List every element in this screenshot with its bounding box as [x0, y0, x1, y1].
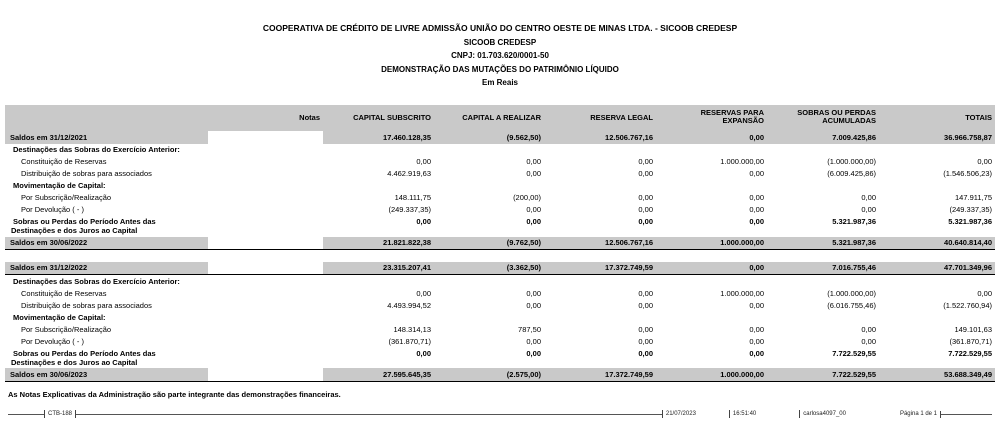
row-label: Saldos em 31/12/2022: [5, 262, 208, 275]
footer-strip: [8, 409, 992, 419]
cell-value: 0,00: [638, 288, 653, 298]
cell-value: 148.314,13: [393, 324, 431, 334]
table-row: [5, 275, 995, 288]
cell-value: (249.337,35): [949, 205, 992, 214]
table-header-row: [5, 105, 995, 131]
footer-line-segment: [8, 414, 44, 415]
cell-value: 0,00: [749, 324, 764, 334]
row-label: Por Subscrição/Realização: [21, 324, 112, 334]
footer-line-segment: [941, 414, 992, 415]
cell-value: 7.722.529,55: [832, 348, 876, 358]
cell-value: (361.870,71): [388, 336, 431, 346]
report-code: CTB-188: [44, 410, 76, 418]
footer-spacer: [699, 414, 729, 415]
table-row: [5, 144, 995, 156]
cell-value: 0,00: [526, 205, 541, 214]
table-row: [5, 347, 995, 368]
cell-value: (3.362,50): [434, 262, 544, 275]
cell-value: (1.546.506,23): [943, 169, 992, 178]
cell-value: 0,00: [526, 300, 541, 310]
header-cell: CAPITAL SUBSCRITO: [323, 105, 434, 131]
cell-value: 0,00: [416, 348, 431, 358]
spacer-cell: [5, 250, 995, 262]
cell-value: 0,00: [861, 193, 876, 202]
cell-value: 149.101,63: [954, 324, 992, 334]
cell-value: 0,00: [526, 348, 541, 358]
cell-value: 53.688.349,49: [879, 368, 995, 381]
cell-value: (6.016.755,46): [827, 300, 876, 310]
header-cell: RESERVA LEGAL: [544, 105, 656, 131]
cell-value: (9.562,50): [434, 131, 544, 144]
company-cnpj: CNPJ: 01.703.620/0001-50: [451, 51, 549, 60]
header-cell-label: [5, 105, 208, 131]
row-label: Saldos em 31/12/2021: [5, 131, 208, 144]
cell-value: 0,00: [749, 217, 764, 226]
cell-value: 0,00: [526, 217, 541, 226]
table-body: [5, 131, 995, 382]
cell-value: 17.372.749,59: [544, 368, 656, 381]
cell-value: 0,00: [638, 300, 653, 310]
cell-value: 0,00: [638, 169, 653, 178]
table-row: [5, 237, 995, 250]
footer-date: 21/07/2023: [662, 410, 699, 418]
cell-value: 0,00: [977, 157, 992, 166]
cell-notas: [208, 323, 323, 335]
cell-value: 21.821.822,38: [323, 237, 434, 250]
cell-value: 4.493.994,52: [387, 300, 431, 310]
cell-value: 0,00: [749, 336, 764, 346]
cell-value: 0,00: [861, 205, 876, 214]
table-row: [5, 299, 995, 311]
cell-value: 1.000.000,00: [720, 157, 764, 166]
footer-user: carlosa4097_00: [799, 410, 849, 418]
cell-value: 0,00: [749, 205, 764, 214]
cell-value: (6.009.425,86): [827, 169, 876, 178]
company-title: COOPERATIVA DE CRÉDITO DE LIVRE ADMISSÃO UNIÃO DO CENTRO OESTE DE MINAS LTDA. - SICOOB CREDESP: [262, 23, 738, 33]
table-row: [5, 287, 995, 299]
table-row: [5, 204, 995, 216]
cell-notas: [208, 368, 323, 381]
footer-time: 16:51:40: [729, 410, 759, 418]
cell-notas: [208, 262, 323, 275]
cell-value: (1.000.000,00): [827, 157, 876, 166]
cell-value: 17.460.128,35: [323, 131, 434, 144]
row-label: Por Subscrição/Realização: [21, 193, 112, 202]
cell-value: 7.009.425,86: [767, 131, 879, 144]
cell-value: 0,00: [526, 288, 541, 298]
cell-value: (2.575,00): [434, 368, 544, 381]
cell-value: (200,00): [513, 193, 541, 202]
cell-value: 0,00: [416, 288, 431, 298]
row-label: Movimentação de Capital:: [13, 181, 106, 190]
header-cell: TOTAIS: [879, 105, 995, 131]
cell-value: 5.321.987,36: [948, 217, 992, 226]
footer-bar: [940, 411, 992, 418]
header-cell: Notas: [208, 105, 323, 131]
cell-value: (1.522.760,94): [943, 300, 992, 310]
cell-value: (249.337,35): [388, 205, 431, 214]
footer-line-segment: [76, 414, 662, 415]
statement-title: DEMONSTRAÇÃO DAS MUTAÇÕES DO PATRIMÔNIO LÍQUIDO: [381, 64, 619, 74]
header-cell: SOBRAS OU PERDAS ACUMULADAS: [767, 105, 879, 131]
footer-page-number: Página 1 de 1: [899, 411, 937, 417]
table-row: [5, 335, 995, 347]
row-label: Constituição de Reservas: [21, 157, 107, 166]
cell-value: 0,00: [656, 131, 767, 144]
cell-value: 0,00: [526, 336, 541, 346]
table-head: [5, 105, 995, 131]
cell-notas: [208, 216, 323, 237]
cell-value: 147.911,75: [955, 193, 992, 202]
cell-value: 0,00: [638, 217, 653, 226]
cell-value: 1.000.000,00: [720, 288, 764, 298]
table-row: [5, 250, 995, 262]
cell-value: 0,00: [638, 336, 653, 346]
currency-note: Em Reais: [481, 78, 519, 87]
company-subtitle: SICOOB CREDESP: [463, 37, 537, 47]
row-label: Distribuição de sobras para associados: [21, 300, 152, 310]
cell-value: 23.315.207,41: [323, 262, 434, 275]
cell-value: 1.000.000,00: [656, 368, 767, 381]
table-row: [5, 180, 995, 192]
cell-value: (9.762,50): [434, 237, 544, 250]
cell-notas: [208, 192, 323, 204]
footer-spacer: [849, 414, 897, 415]
cell-value: 0,00: [526, 169, 541, 178]
cell-notas: [208, 347, 323, 368]
mutations-table: [5, 105, 995, 382]
cell-value: 12.506.767,16: [544, 131, 656, 144]
cell-value: 7.722.529,55: [767, 368, 879, 381]
cell-value: 0,00: [638, 193, 653, 202]
row-label: Movimentação de Capital:: [13, 312, 106, 322]
cell-value: 40.640.814,40: [879, 237, 995, 250]
cell-value: (1.000.000,00): [827, 288, 876, 298]
table-row: [5, 262, 995, 275]
cell-value: 0,00: [656, 262, 767, 275]
cell-value: 4.462.919,63: [387, 169, 431, 178]
cell-value: 148.111,75: [394, 193, 431, 202]
row-label: Constituição de Reservas: [21, 288, 107, 298]
row-label: Sobras ou Perdas do Período Antes das Destinações e dos Juros ao Capital: [11, 217, 156, 235]
cell-notas: [208, 237, 323, 250]
cell-value: 0,00: [638, 348, 653, 358]
row-label: Por Devolução ( - ): [21, 336, 84, 346]
cell-value: 0,00: [416, 157, 431, 166]
cell-notas: [208, 204, 323, 216]
cell-value: 0,00: [861, 324, 876, 334]
row-label: Saldos em 30/06/2023: [5, 368, 208, 381]
cell-value: 0,00: [861, 336, 876, 346]
report-header: [0, 0, 1000, 90]
cell-notas: [208, 299, 323, 311]
cell-notas: [208, 335, 323, 347]
cell-notas: [208, 287, 323, 299]
row-label: Destinações das Sobras do Exercício Anterior:: [13, 276, 180, 286]
row-label: Sobras ou Perdas do Período Antes das Destinações e dos Juros ao Capital: [11, 348, 156, 367]
cell-value: 1.000.000,00: [656, 237, 767, 250]
cell-value: 5.321.987,36: [832, 217, 876, 226]
row-label: Destinações das Sobras do Exercício Anterior:: [13, 145, 180, 154]
cell-value: 0,00: [749, 193, 764, 202]
cell-value: 0,00: [749, 348, 764, 358]
cell-value: 27.595.645,35: [323, 368, 434, 381]
header-cell: CAPITAL A REALIZAR: [434, 105, 544, 131]
header-cell: RESERVAS PARA EXPANSÃO: [656, 105, 767, 131]
table-row: [5, 368, 995, 381]
cell-value: 0,00: [526, 157, 541, 166]
cell-value: 0,00: [977, 288, 992, 298]
cell-value: 12.506.767,16: [544, 237, 656, 250]
footer-spacer: [759, 414, 799, 415]
table-row: [5, 311, 995, 323]
row-label: Saldos em 30/06/2022: [5, 237, 208, 250]
table-row: [5, 168, 995, 180]
cell-value: 0,00: [638, 205, 653, 214]
cell-value: 787,50: [518, 324, 541, 334]
cell-notas: [208, 156, 323, 168]
cell-value: 0,00: [749, 300, 764, 310]
table-row: [5, 216, 995, 237]
row-label: Por Devolução ( - ): [21, 205, 84, 214]
cell-value: 0,00: [638, 324, 653, 334]
cell-notas: [208, 131, 323, 144]
explanatory-footnote: As Notas Explicativas da Administração são parte integrante das demonstrações financeiras.: [8, 389, 341, 399]
cell-notas: [208, 168, 323, 180]
cell-value: 47.701.349,96: [879, 262, 995, 275]
table-row: [5, 131, 995, 144]
table-row: [5, 192, 995, 204]
cell-value: 0,00: [638, 157, 653, 166]
table-row: [5, 156, 995, 168]
cell-value: 0,00: [416, 217, 431, 226]
cell-value: 7.722.529,55: [948, 348, 992, 358]
cell-value: 17.372.749,59: [544, 262, 656, 275]
table-row: [5, 323, 995, 335]
cell-value: (361.870,71): [949, 336, 992, 346]
row-label: Distribuição de sobras para associados: [21, 169, 152, 178]
cell-value: 5.321.987,36: [767, 237, 879, 250]
cell-value: 0,00: [749, 169, 764, 178]
cell-value: 7.016.755,46: [767, 262, 879, 275]
cell-value: 36.966.758,87: [879, 131, 995, 144]
